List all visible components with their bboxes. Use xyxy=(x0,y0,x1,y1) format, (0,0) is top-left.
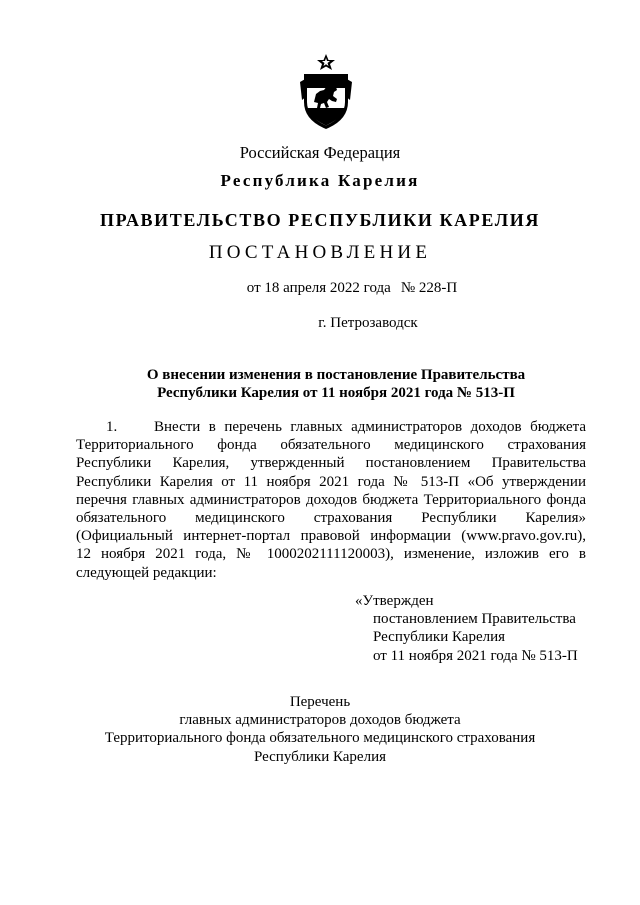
body-line: следующей редакции: xyxy=(76,564,217,581)
country-name: Российская Федерация xyxy=(239,143,401,162)
date-line xyxy=(32,280,640,297)
approval-line: Республики Карелия xyxy=(373,629,506,646)
list-title-line: главных администраторов доходов бюджета xyxy=(179,712,461,729)
body-line: (Официальный интернет-портал правовой информации (www.pravo.gov.ru), xyxy=(76,528,586,545)
approval-line: постановлением Правительства xyxy=(373,611,576,628)
list-title-line: Перечень xyxy=(289,694,351,710)
item-number: 1. xyxy=(106,419,118,435)
approval-line: «Утвержден xyxy=(355,593,434,609)
karelia-coat-of-arms-emblem xyxy=(296,52,356,132)
government-name: ПРАВИТЕЛЬСТВО РЕСПУБЛИКИ КАРЕЛИЯ xyxy=(100,210,540,230)
approval-block xyxy=(355,592,578,665)
body-line: 1. Внести в перечень главных администраторов доходов бюджета xyxy=(106,419,586,435)
list-title-line: Территориального фонда обязательного медицинского страхования xyxy=(104,730,536,747)
body-paragraph xyxy=(76,418,586,582)
body-line: обязательного медицинского страхования Республики Карелия» xyxy=(76,509,586,526)
body-line: Республики Карелия от 11 ноября 2021 года № 513-П «Об утверждении xyxy=(76,473,586,490)
approval-line: от 11 ноября 2021 года № 513-П xyxy=(373,647,578,664)
document-subject xyxy=(16,366,640,402)
document-number: № 228-П xyxy=(400,280,458,296)
list-title xyxy=(0,693,640,766)
body-line: перечня главных администраторов доходов бюджета Территориального фонда xyxy=(76,491,586,508)
body-line: 12 ноября 2021 года, № 1000202111120003), изменение, изложив его в xyxy=(76,546,586,563)
republic-name: Республика Карелия xyxy=(220,171,420,190)
document-type: ПОСТАНОВЛЕНИЕ xyxy=(208,242,432,263)
subject-line: Республики Карелия от 11 ноября 2021 года № 513-П xyxy=(157,385,515,401)
subject-line: О внесении изменения в постановление Правительства xyxy=(146,367,526,383)
city: г. Петрозаводск xyxy=(318,315,418,331)
document-date: от 18 апреля 2022 года xyxy=(246,280,391,296)
list-title-line: Республики Карелия xyxy=(253,748,387,765)
body-line: Территориального фонда обязательного медицинского страхования xyxy=(76,437,586,454)
body-line: Республики Карелия, утвержденный постановлением Правительства xyxy=(76,455,586,472)
